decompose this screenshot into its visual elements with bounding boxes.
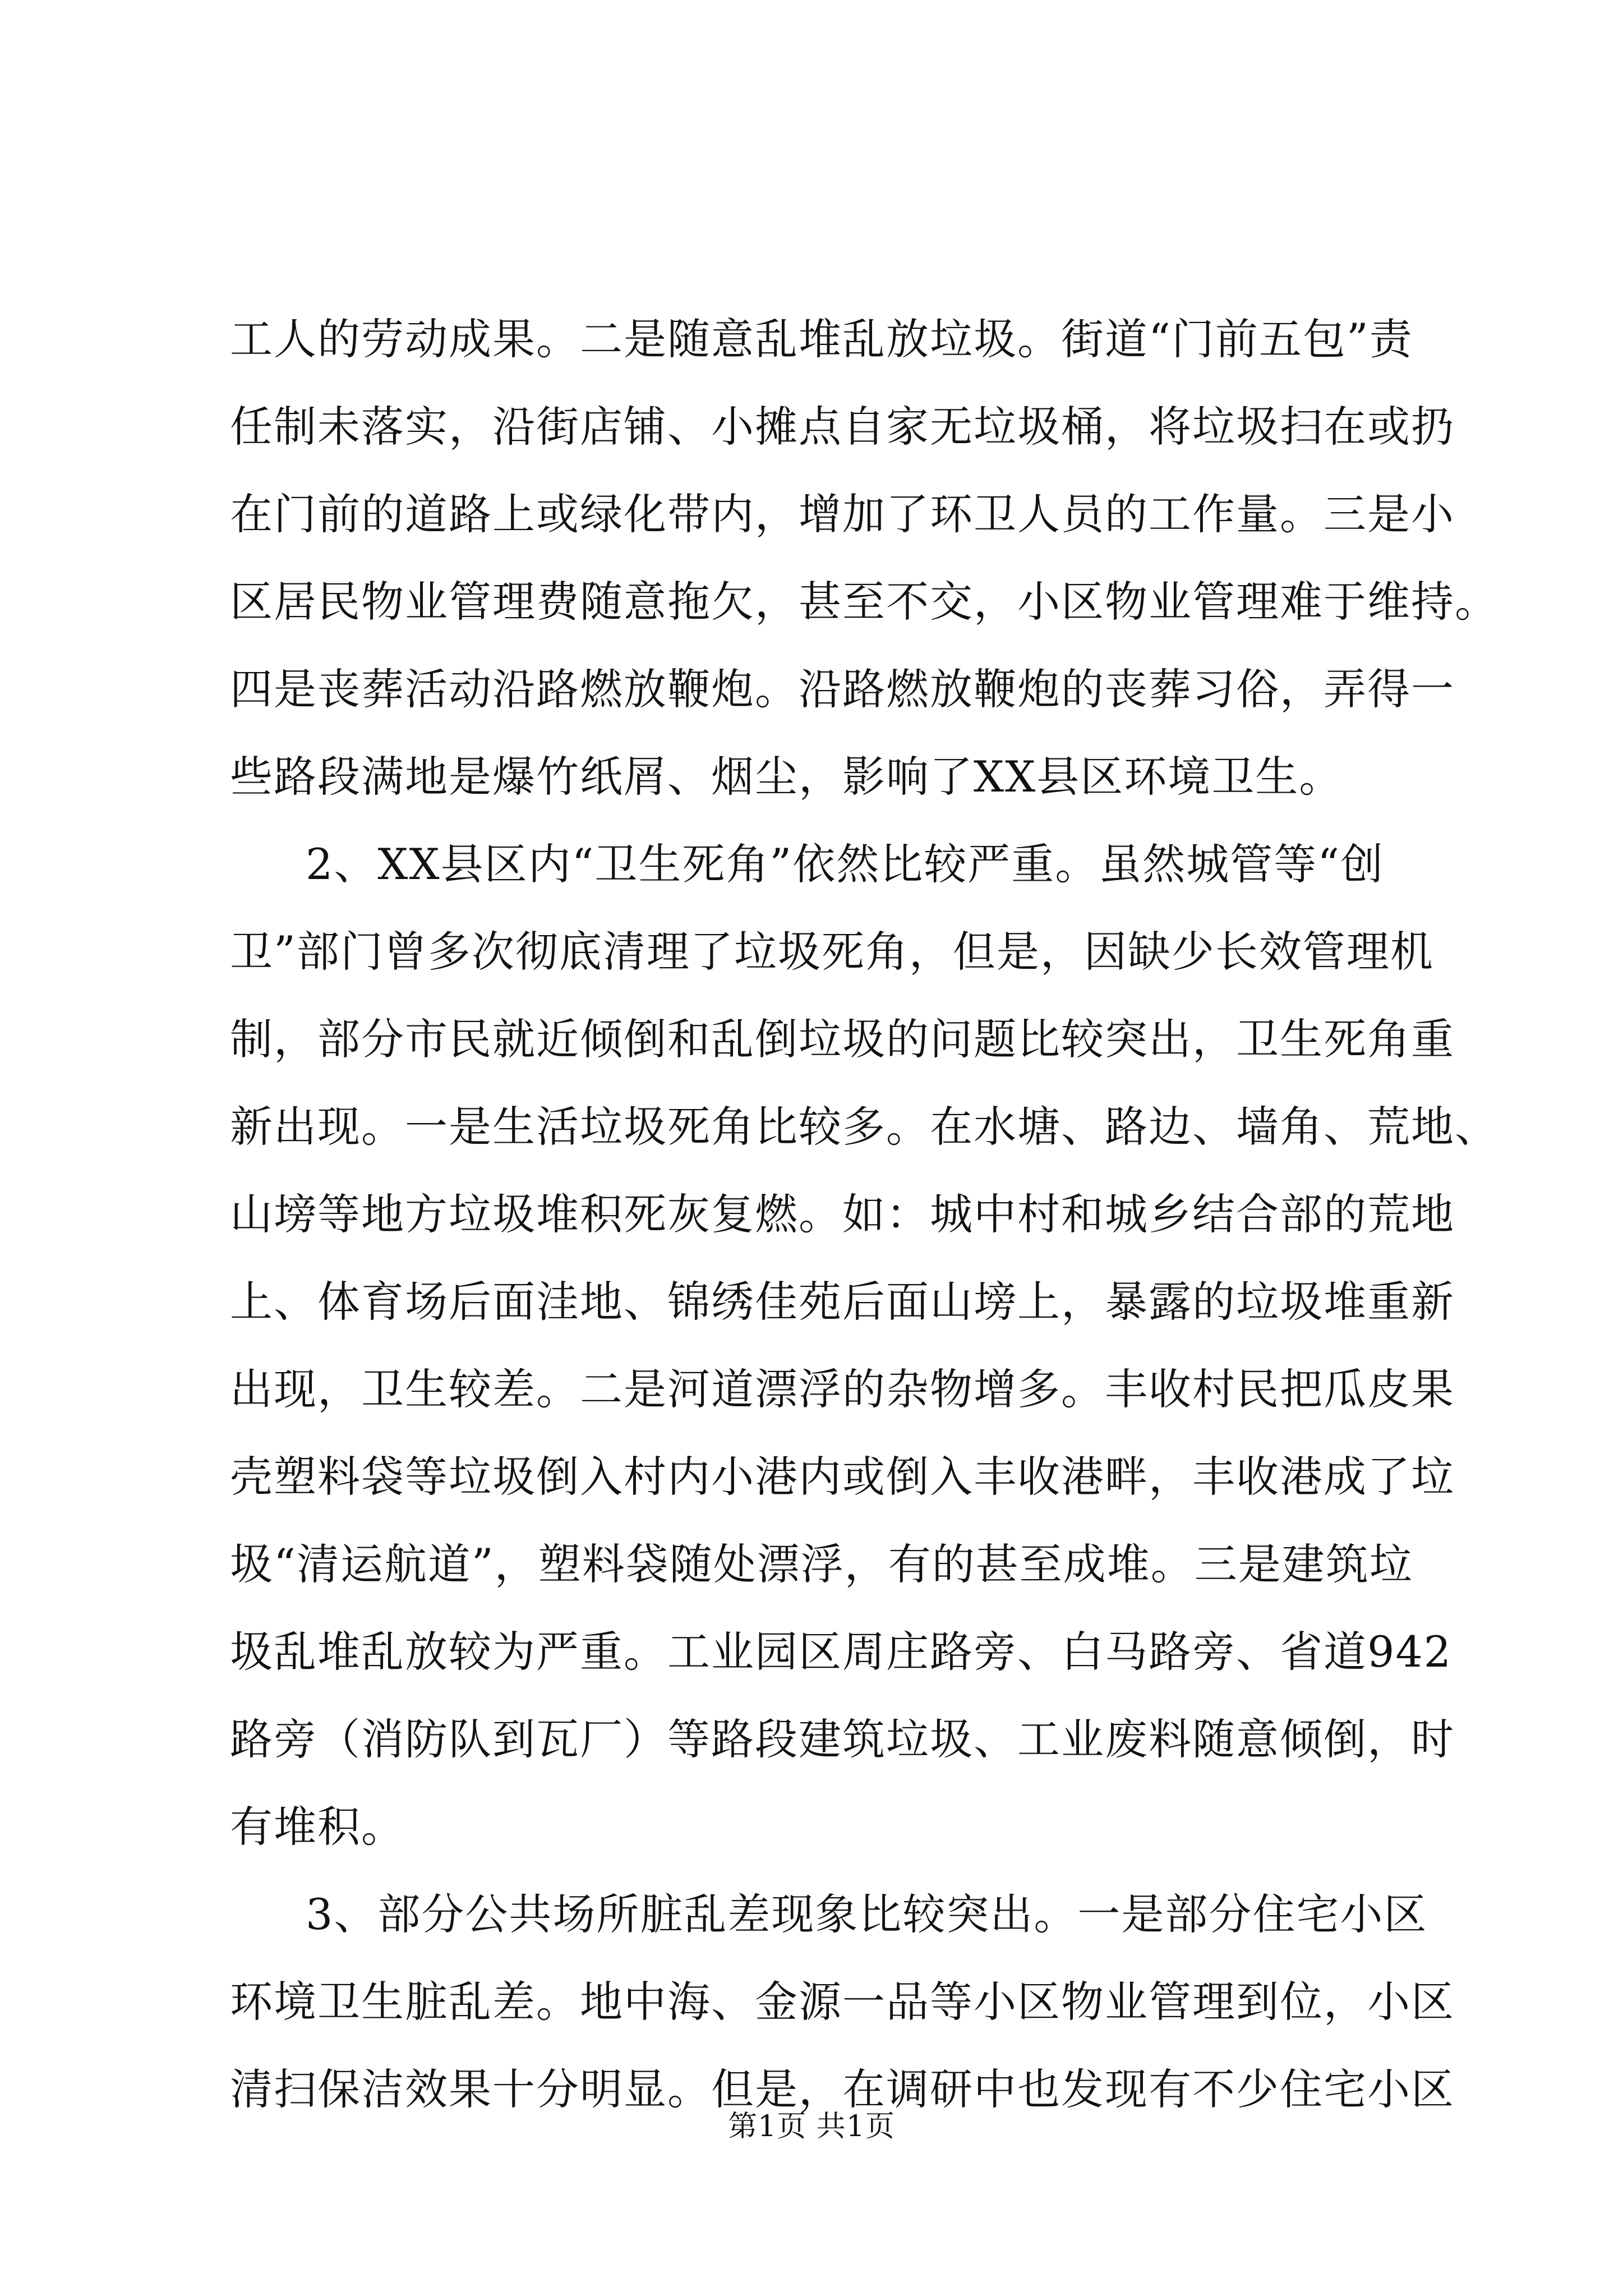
- text-line: 圾乱堆乱放较为严重。工业园区周庄路旁、白马路旁、省道942: [230, 1627, 1453, 1677]
- text-line: 新出现。一是生活垃圾死角比较多。在水塘、路边、墙角、荒地、: [230, 1102, 1498, 1152]
- text-line: 些路段满地是爆竹纸屑、烟尘，影响了XX县区环境卫生。: [230, 752, 1343, 802]
- text-line: 环境卫生脏乱差。地中海、金源一品等小区物业管理到位，小区: [230, 1977, 1455, 2027]
- text-line: 卫”部门曾多次彻底清理了垃圾死角，但是，因缺少长效管理机: [230, 927, 1434, 977]
- text-line: 路旁（消防队到瓦厂）等路段建筑垃圾、工业废料随意倾倒，时: [230, 1714, 1455, 1764]
- text-line: 山塝等地方垃圾堆积死灰复燃。如：城中村和城乡结合部的荒地: [230, 1189, 1455, 1239]
- text-line: 工人的劳动成果。二是随意乱堆乱放垃圾。街道“门前五包”责: [230, 314, 1413, 364]
- paragraph-3-first-line: 3、部分公共场所脏乱差现象比较突出。一是部分住宅小区: [306, 1889, 1428, 1939]
- text-line: 四是丧葬活动沿路燃放鞭炮。沿路燃放鞭炮的丧葬习俗，弄得一: [230, 664, 1455, 714]
- text-line: 圾“清运航道”，塑料袋随处漂浮，有的甚至成堆。三是建筑垃: [230, 1539, 1413, 1589]
- text-line: 任制未落实，沿街店铺、小摊点自家无垃圾桶，将垃圾扫在或扔: [230, 402, 1455, 452]
- text-line: 上、体育场后面洼地、锦绣佳苑后面山塝上，暴露的垃圾堆重新: [230, 1277, 1455, 1327]
- text-line: 在门前的道路上或绿化带内，增加了环卫人员的工作量。三是小: [230, 489, 1455, 539]
- text-line: 有堆积。: [230, 1802, 405, 1852]
- text-line: 壳塑料袋等垃圾倒入村内小港内或倒入丰收港畔，丰收港成了垃: [230, 1452, 1455, 1502]
- text-line: 制，部分市民就近倾倒和乱倒垃圾的问题比较突出，卫生死角重: [230, 1014, 1455, 1064]
- text-line: 出现，卫生较差。二是河道漂浮的杂物增多。丰收村民把瓜皮果: [230, 1364, 1455, 1414]
- text-line: 清扫保洁效果十分明显。但是，在调研中也发现有不少住宅小区: [230, 2064, 1455, 2114]
- paragraph-2-first-line: 2、XX县区内“卫生死角”依然比较严重。虽然城管等“创: [306, 839, 1385, 889]
- text-line: 区居民物业管理费随意拖欠，甚至不交，小区物业管理难于维持。: [230, 577, 1498, 627]
- page-number-footer: 第1页 共1页: [728, 2110, 895, 2143]
